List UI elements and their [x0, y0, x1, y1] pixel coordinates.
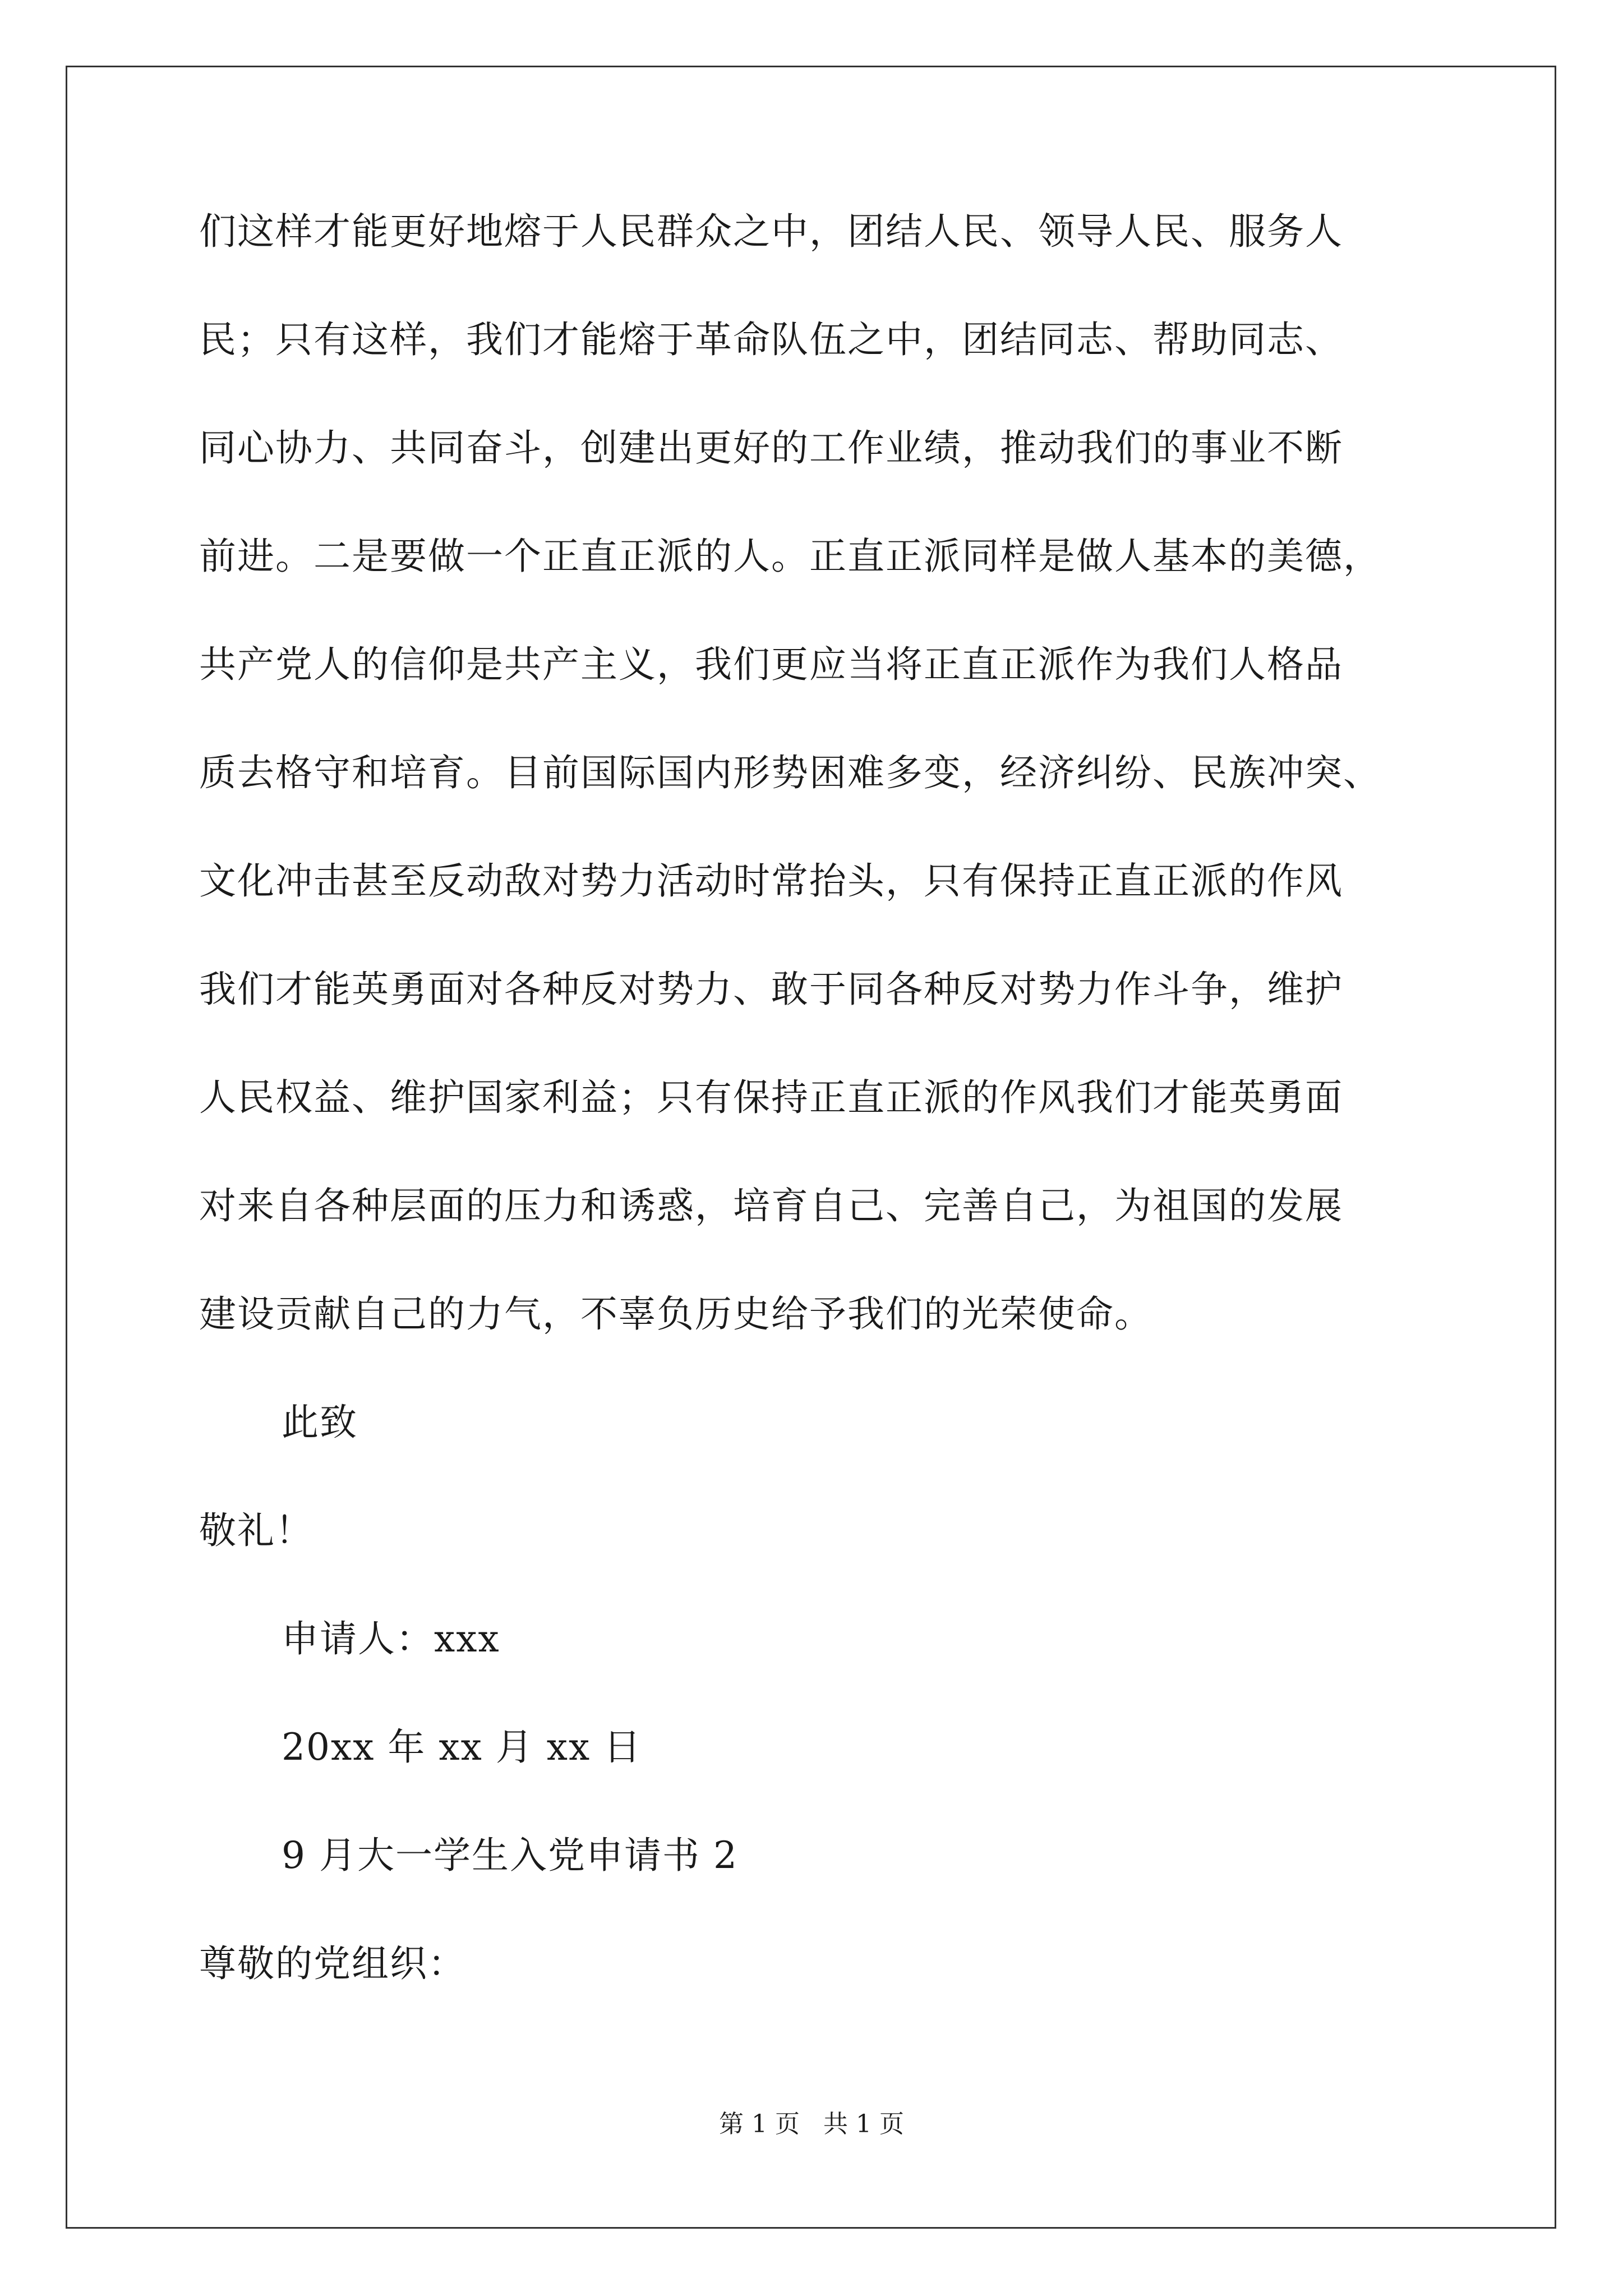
- paragraph-line: 人民权益、维护国家利益；只有保持正直正派的作风我们才能英勇面: [199, 1076, 1343, 1119]
- date-line: 20xx 年 xx 月 xx 日: [282, 1726, 642, 1769]
- paragraph-line: 民；只有这样，我们才能熔于革命队伍之中，团结同志、帮助同志、: [199, 318, 1343, 361]
- salute-phrase: 敬礼！: [199, 1509, 313, 1552]
- greeting-line: 尊敬的党组织：: [199, 1942, 466, 1985]
- paragraph-line: 质去格守和培育。目前国际国内形势困难多变，经济纠纷、民族冲突、: [199, 751, 1381, 794]
- paragraph-line: 文化冲击甚至反动敌对势力活动时常抬头，只有保持正直正派的作风: [199, 859, 1343, 903]
- document-body: [199, 210, 1455, 2054]
- applicant-line: 申请人：xxx: [282, 1617, 500, 1660]
- paragraph-line: 我们才能英勇面对各种反对势力、敢于同各种反对势力作斗争，维护: [199, 968, 1343, 1011]
- closing-phrase: 此致: [282, 1401, 358, 1444]
- paragraph-line: 前进。二是要做一个正直正派的人。正直正派同样是做人基本的美德，: [199, 535, 1381, 578]
- page-footer: 第 1 页 共 1 页: [719, 2110, 904, 2138]
- paragraph-line: 同心协力、共同奋斗，创建出更好的工作业绩，推动我们的事业不断: [199, 426, 1343, 470]
- paragraph-line: 对来自各种层面的压力和诱惑，培育自己、完善自己，为祖国的发展: [199, 1184, 1343, 1227]
- section-title: 9 月大一学生入党申请书 2: [282, 1834, 738, 1877]
- paragraph-line: 们这样才能更好地熔于人民群众之中，团结人民、领导人民、服务人: [199, 210, 1343, 253]
- paragraph-line: 共产党人的信仰是共产主义，我们更应当将正直正派作为我们人格品: [199, 643, 1343, 686]
- paragraph-line: 建设贡献自己的力气，不辜负历史给予我们的光荣使命。: [199, 1292, 1152, 1336]
